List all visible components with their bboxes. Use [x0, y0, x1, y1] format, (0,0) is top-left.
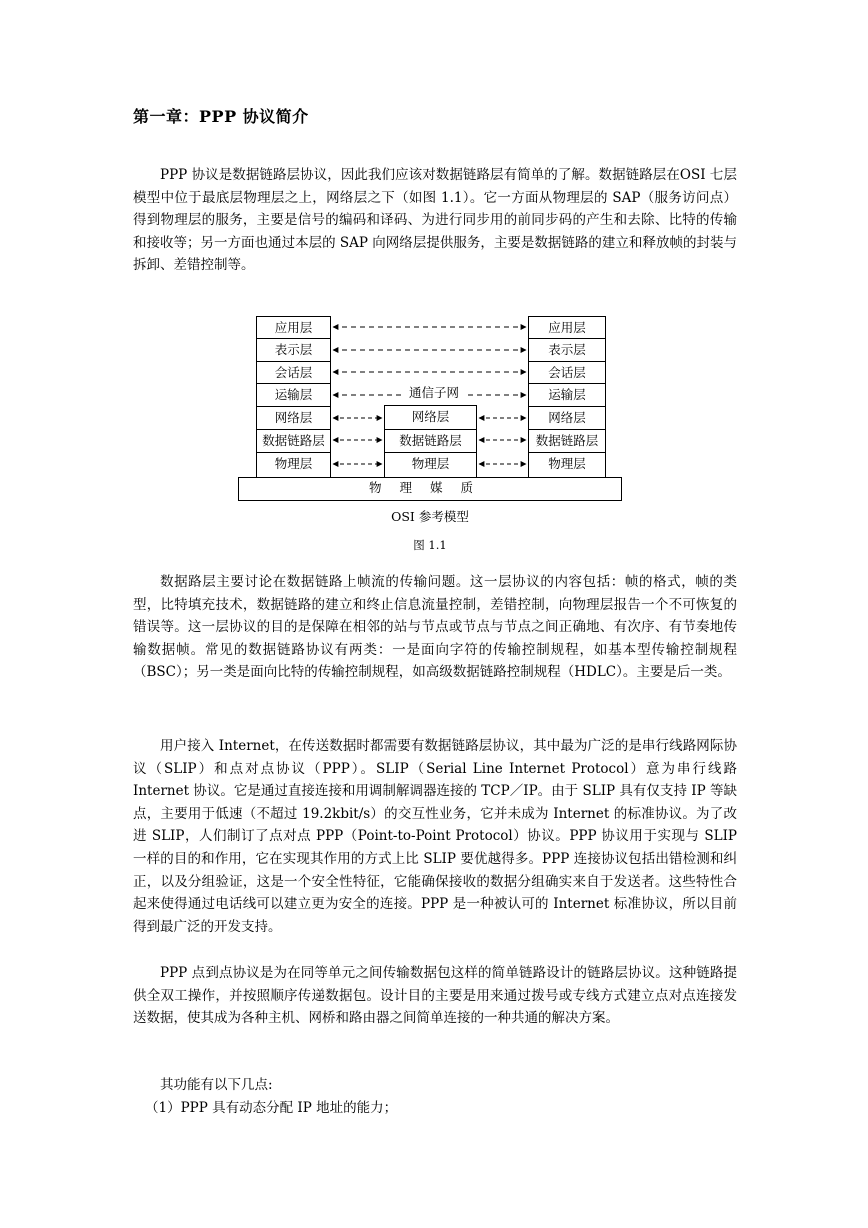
- left-layer-application: 应用层: [256, 316, 331, 339]
- right-layer-application: 应用层: [528, 316, 606, 339]
- osi-arrows: [0, 0, 868, 560]
- left-layer-transport: 运输层: [256, 383, 331, 407]
- left-layer-session: 会话层: [256, 361, 331, 384]
- right-layer-network: 网络层: [528, 406, 606, 430]
- subnet-label: 通信子网: [404, 385, 464, 401]
- figure-label: 图 1.1: [413, 538, 447, 552]
- paragraph-datalink: 数据路层主要讨论在数据链路上帧流的传输问题。这一层协议的内容包括：帧的格式，帧的类型，比特填充技术，数据链路的建立和终止信息流量控制，差错控制，向物理层报告一个不可恢复的错误等。这一层协议的目的是保障在相邻的站与节点或节点与节点之间正确地、有次序、有节奏地传输数据帧。常见的数据链路协议有两类：一是面向字符的传输控制规程，如基本型传输控制规程（BSC）；另一类是面向比特的传输控制规程，如高级数据链路控制规程（HDLC）。主要是后一类。: [133, 574, 737, 681]
- right-layer-datalink: 数据链路层: [528, 429, 606, 453]
- left-layer-physical: 物理层: [256, 452, 331, 478]
- paragraph-slip-ppp: 用户接入 Internet，在传送数据时都需要有数据链路层协议，其中最为广泛的是串行线路网际协议（SLIP）和点对点协议（PPP）。SLIP（Serial Line Internet Protocol）意为串行线路 Internet 协议。它是通过直接连接和用调制解调器连接的 TCP／IP。由于 SLIP 具有仅支持 IP 等缺点，主要用于低速（不超过 19.2kbit/s）的交互性业务，它并未成为 Internet 的标准协议。为了改进 SLIP，人们制订了点对点 PPP（Point-to-Point Protocol）协议。PPP 协议用于实现与 SLIP 一样的目的和作用，它在实现其作用的方式上比 SLIP 要优越得多。PPP 连接协议包括出错检测和纠正，以及分组验证，这是一个安全性特征，它能确保接收的数据分组确实来自于发送者。这些特性合起来使得通过电话线可以建立更为安全的连接。PPP 是一种被认可的 Internet 标准协议，所以目前得到最广泛的开发支持。: [133, 738, 737, 935]
- chapter-title: 第一章：PPP 协议简介: [133, 107, 309, 126]
- paragraph-ppp-design: PPP 点到点协议是为在同等单元之间传输数据包这样的简单链路设计的链路层协议。这种链路提供全双工操作，并按照顺序传递数据包。设计目的主要是用来通过拨号或专线方式建立点对点连接发送数据，使其成为各种主机、网桥和路由器之间简单连接的一种共通的解决方案。: [133, 965, 737, 1027]
- left-layer-network: 网络层: [256, 406, 331, 430]
- diagram-caption: OSI 参考模型: [391, 509, 469, 524]
- right-layer-transport: 运输层: [528, 383, 606, 407]
- middle-layer-network: 网络层: [384, 405, 477, 430]
- middle-layer-datalink: 数据链路层: [384, 429, 477, 453]
- left-layer-presentation: 表示层: [256, 338, 331, 362]
- list-item: （1）PPP 具有动态分配 IP 地址的能力；: [145, 1100, 398, 1116]
- left-layer-datalink: 数据链路层: [256, 429, 331, 453]
- right-layer-presentation: 表示层: [528, 338, 606, 362]
- right-layer-physical: 物理层: [528, 452, 606, 478]
- physical-media-bar: 物理媒质: [238, 477, 622, 501]
- right-layer-session: 会话层: [528, 361, 606, 384]
- paragraph-intro: PPP 协议是数据链路层协议，因此我们应该对数据链路层有简单的了解。数据链路层在OSI 七层模型中位于最底层物理层之上，网络层之下（如图 1.1）。它一方面从物理层的 SAP（服务访问点）得到物理层的服务，主要是信号的编码和译码、为进行同步用的前同步码的产生和去除、比特的传输和接收等；另一方面也通过本层的 SAP 向网络层提供服务，主要是数据链路的建立和释放帧的封装与拆卸、差错控制等。: [133, 167, 737, 274]
- osi-diagram: [0, 0, 868, 560]
- paragraph-functions-intro: 其功能有以下几点:: [160, 1077, 273, 1093]
- middle-layer-physical: 物理层: [384, 452, 477, 478]
